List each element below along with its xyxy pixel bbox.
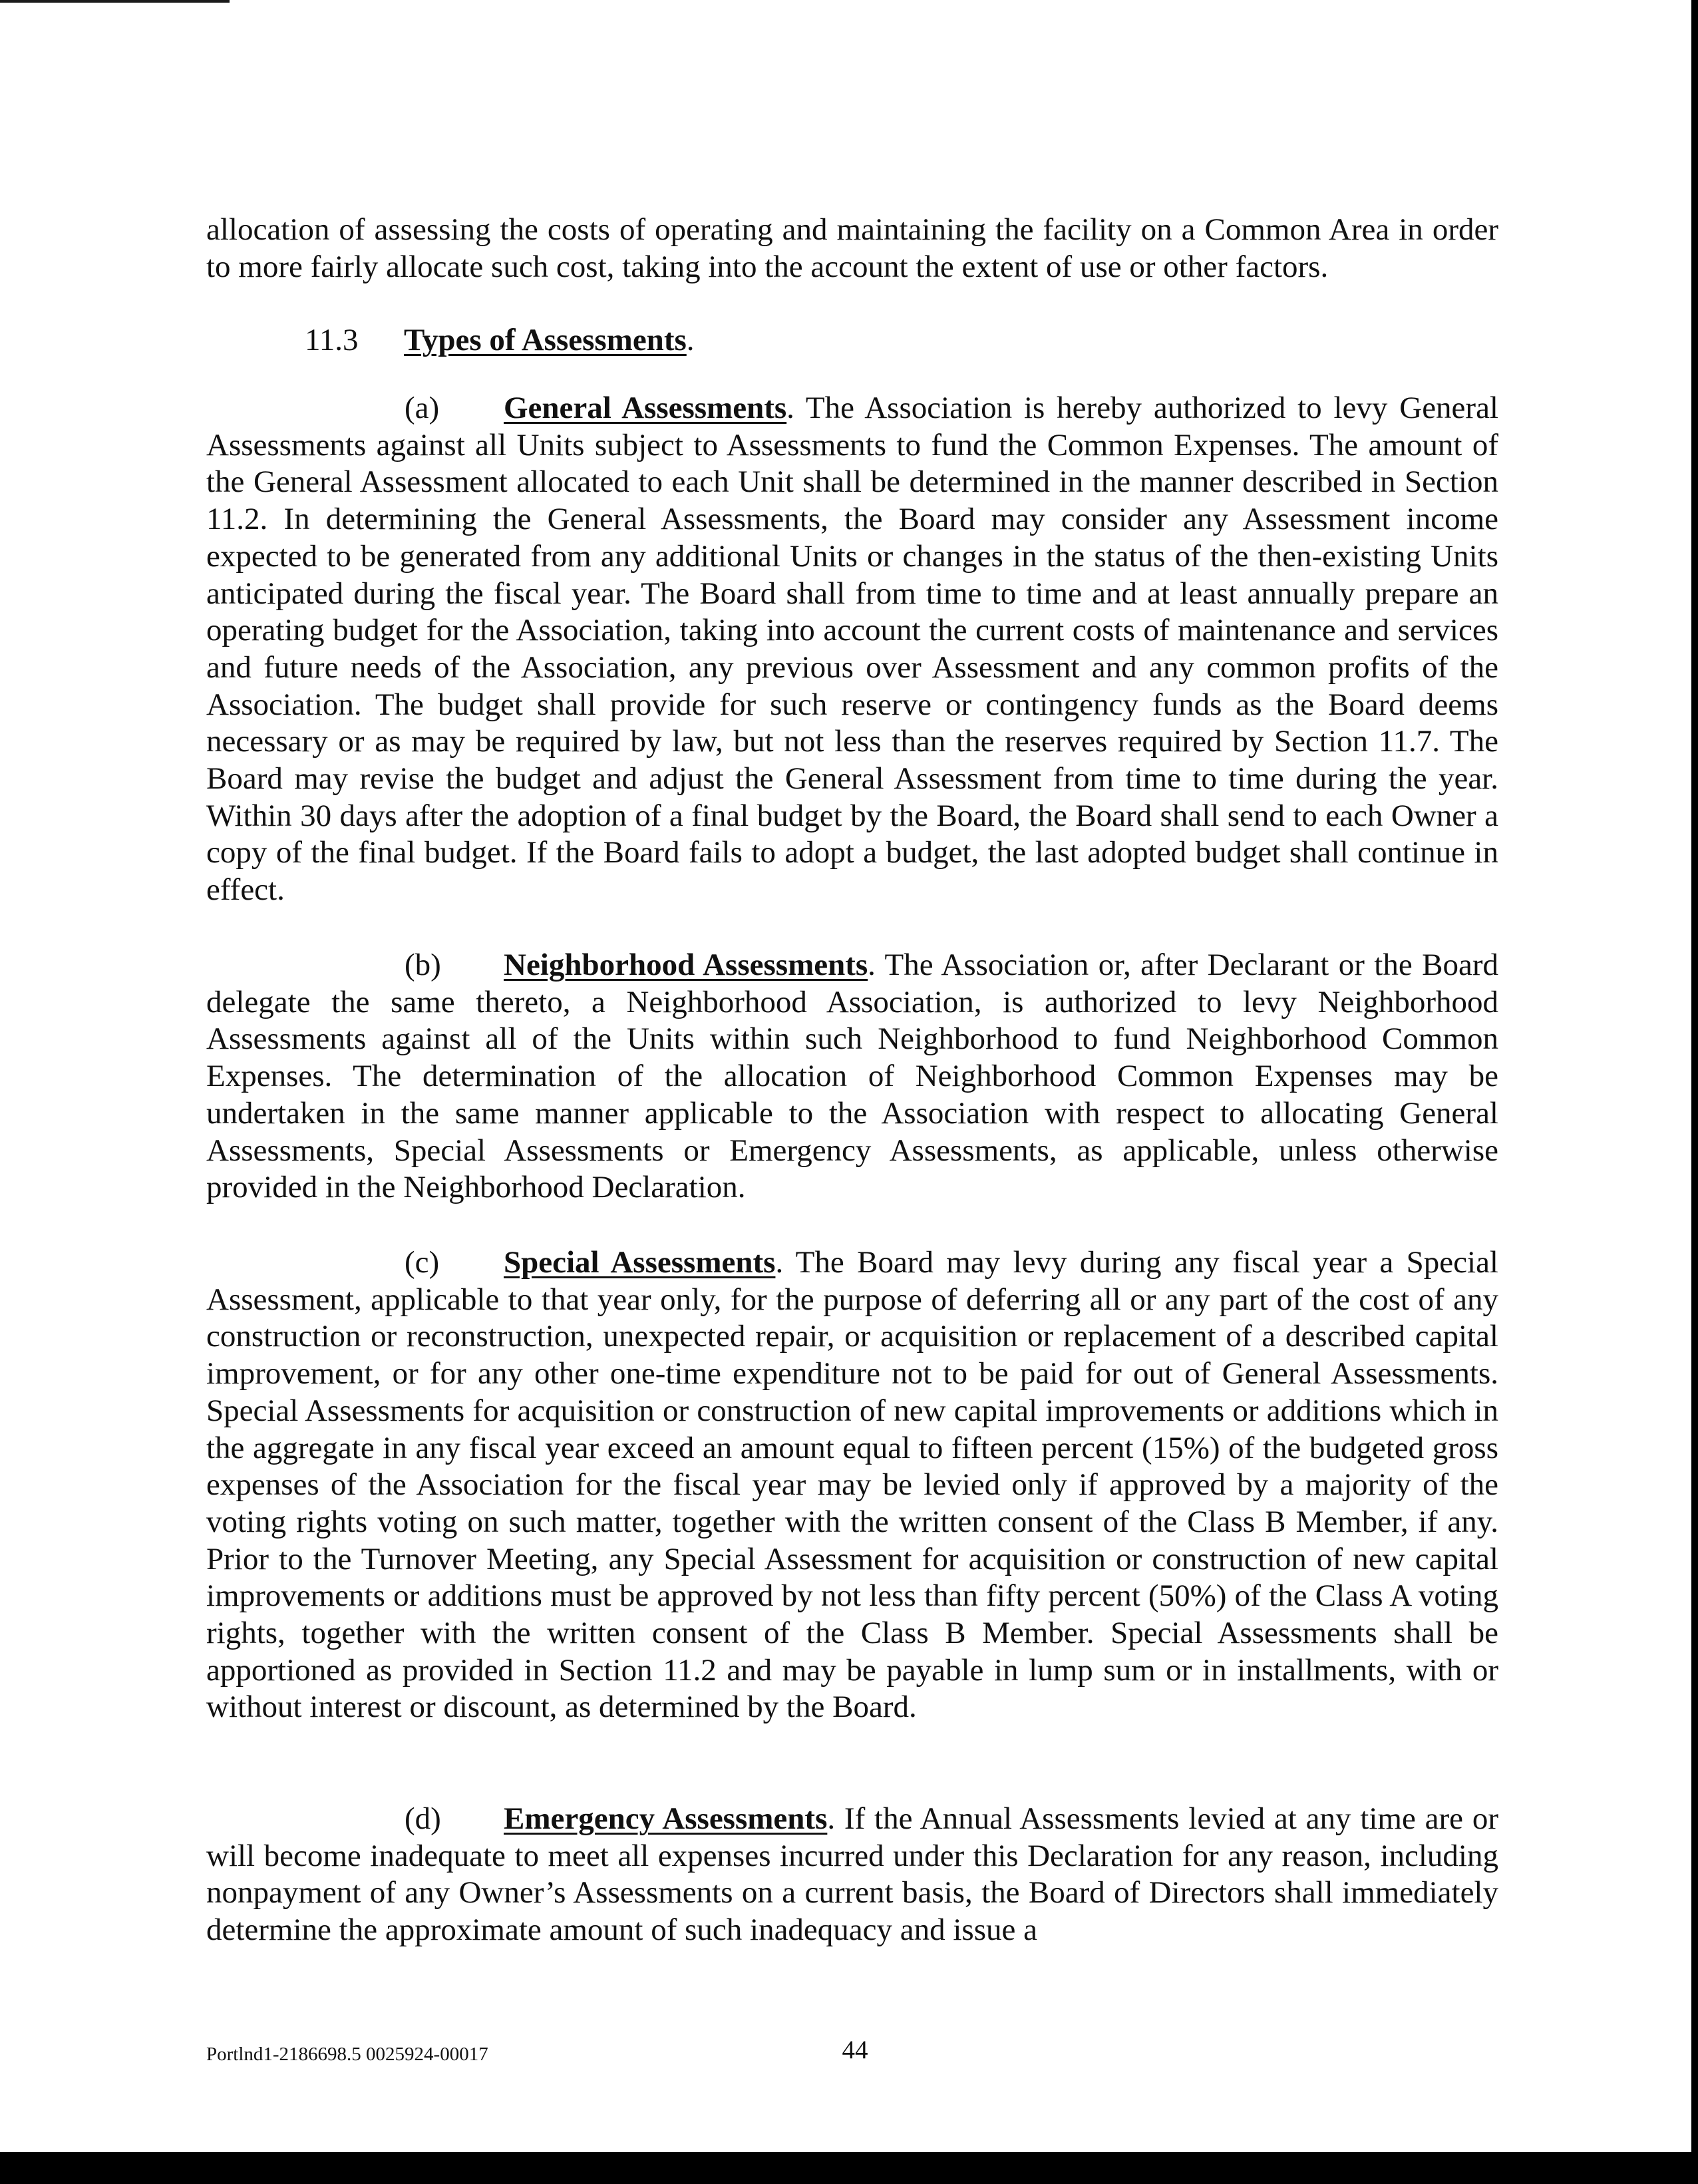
paragraph-c-label: (c): [405, 1245, 440, 1280]
paragraph-d-label: (d): [405, 1801, 441, 1836]
section-title: Types of Assessments: [404, 323, 687, 357]
paragraph-c-title: Special Assessments: [504, 1245, 776, 1280]
paragraph-b-text: . The Association or, after Declarant or the Board delegate the same thereto, a Neighborhood Association, is authorized to levy Neighborhood Assessments against all of the Units within such Neighborhood to fund Neighborhood Common Expenses. The determination of the allocation of Neighborhood Common Expenses may be undertaken in the same manner applicable to the Association with respect to allocating General Assessments, Special Assessments or Emergency Assessments, as applicable, unless otherwise provided in the Neighborhood Declaration.: [206, 948, 1499, 1205]
paragraph-c-text: . The Board may levy during any fiscal year a Special Assessment, applicable to that year only, for the purpose of deferring all or any part of the cost of any construction or reconstruction, unexpected repair, or acquisition or replacement of a described capital improvement, or for any other one-time expenditure not to be paid for out of General Assessments. Special Assessments for acquisition or construction of new capital improvements or additions which in the aggregate in any fiscal year exceed an amount equal to fifteen percent (15%) of the budgeted gross expenses of the Association for the fiscal year may be levied only if approved by a majority of the voting rights voting on such matter, together with the written consent of the Class B Member, if any. Prior to the Turnover Meeting, any Special Assessment for acquisition or construction of new capital improvements or additions must be approved by not less than fifty percent (50%) of the Class A voting rights, together with the written consent of the Class B Member. Special Assessments shall be apportioned as provided in Section 11.2 and may be payable in lump sum or in installments, with or without interest or discount, as determined by the Board.: [206, 1245, 1498, 1725]
scan-edge-bottom: [0, 2152, 1698, 2184]
section-heading: [305, 322, 695, 359]
footer-document-id: Portlnd1-2186698.5 0025924-00017: [206, 2044, 488, 2065]
section-title-punct: .: [686, 323, 695, 357]
page-number: 44: [842, 2036, 868, 2064]
paragraph-d-title: Emergency Assessments: [504, 1801, 828, 1836]
paragraph-a-text: . The Association is hereby authorized to levy General Assessments against all Units subject to Assessments to fund the Common Expenses. The amount of the General Assessment allocated to each Unit shall be determined in the manner described in Section 11.2. In determining the General Assessments, the Board may consider any Assessment income expected to be generated from any additional Units or changes in the status of the then-existing Units anticipated during the fiscal year. The Board shall from time to time and at least annually prepare an operating budget for the Association, taking into account the current costs of maintenance and services and future needs of the Association, any previous over Assessment and any common profits of the Association. The budget shall provide for such reserve or contingency funds as the Board deems necessary or as may be required by law, but not less than the reserves required by Section 11.7. The Board may revise the budget and adjust the General Assessment from time to time during the year. Within 30 days after the adoption of a final budget by the Board, the Board shall send to each Owner a copy of the final budget. If the Board fails to adopt a budget, the last adopted budget shall continue in effect.: [206, 391, 1498, 908]
paragraph-a: [206, 390, 1498, 909]
paragraph-a-label: (a): [405, 391, 440, 425]
scan-edge-right: [1691, 0, 1698, 2184]
section-number: 11.3: [305, 323, 359, 357]
paragraph-a-title: General Assessments: [504, 391, 787, 425]
paragraph-d: [206, 1801, 1498, 1949]
paragraph-c: [206, 1244, 1498, 1726]
paragraph-b: [206, 947, 1498, 1206]
intro-paragraph: allocation of assessing the costs of operating and maintaining the facility on a Common Area in order to more fairly allocate such cost, taking into the account the extent of use or other factors.: [206, 212, 1498, 284]
paragraph-b-title: Neighborhood Assessments: [504, 948, 868, 982]
paragraph-b-label: (b): [405, 948, 441, 982]
scan-edge-top: [0, 0, 230, 3]
paragraph-d-text: . If the Annual Assessments levied at any time are or will become inadequate to meet all expenses incurred under this Declaration for any reason, including nonpayment of any Owner’s Assessments on a current basis, the Board of Directors shall immediately determine the approximate amount of such inadequacy and issue a: [206, 1801, 1498, 1948]
